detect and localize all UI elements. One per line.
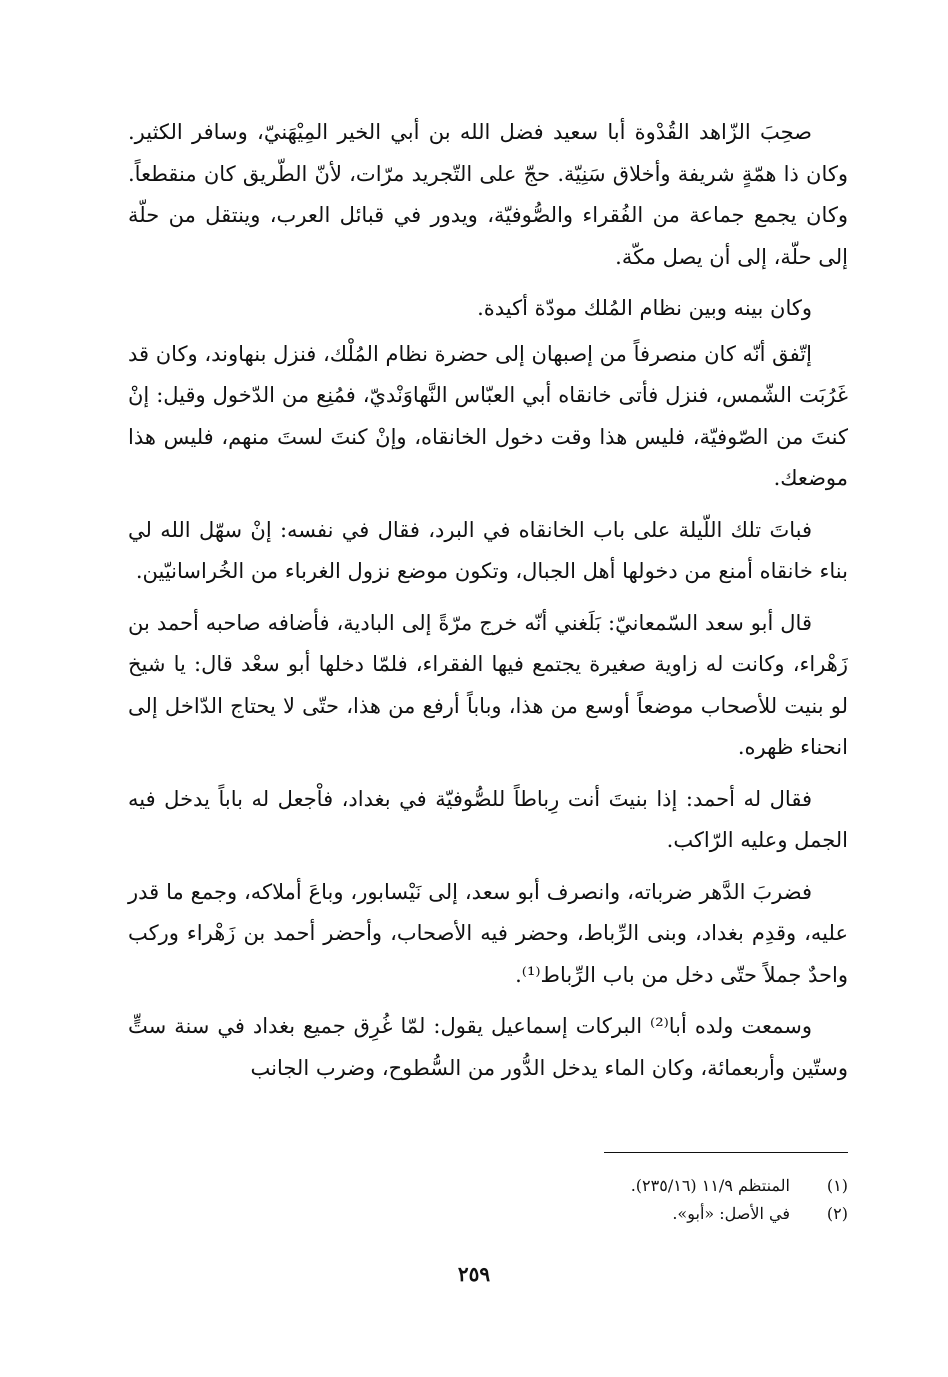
paragraph-2: وكان بينه وبين نظام المُلك مودّة أكيدة.: [477, 296, 812, 320]
footnote-1: [348, 1172, 848, 1200]
paragraph-5: قال أبو سعد السّمعانيّ: بَلَغني أنّه خرج مرّةً إلى البادية، فأضافه صاحبه أحمد بن زَهْراء، وكانت له زاوية صغيرة يجتمع فيها الفقراء، فلمّا دخلها أبو سعْد قال: يا شيخ لو بنيت للأصحاب موضعاً أوسع من هذا، وباباً أرفع من هذا، حتّى لا يحتاج الدّاخل إلى انحناء ظهره.: [128, 610, 848, 759]
paragraph-4: فباتَ تلك اللّيلة على باب الخانقاه في البرد، فقال في نفسه: إنْ سهّل الله لي بناء خانقاه أمنع من دخولها أهل الجبال، وتكون موضع نزول الغرباء من الخُراسانيّين.: [128, 517, 848, 583]
paragraph-6: فقال له أحمد: إذا بنيتَ أنت رِباطاً للصُّوفيّة في بغداد، فاْجعل له باباً يدخل فيه الجمل وعليه الرّاكب.: [128, 786, 848, 852]
footnote-number: (٢): [826, 1204, 848, 1223]
footnote-text: المنتظم ١١/٩ (٢٣٥/١٦).: [630, 1176, 790, 1195]
paragraph-8: وسمعت ولده أبا⁽²⁾ البركات إسماعيل يقول: لمّا غُرِق جميع بغداد في سنة ستٍّ وستّين وأربعمائة، وكان الماء يدخل الدُّور من السُّطوح، وضرب الجانب: [128, 1014, 848, 1080]
footnote-2: [348, 1200, 848, 1228]
paragraph-1: صحِبَ الزّاهد القُدْوة أبا سعيد فضل الله بن أبي الخير المِيْهَنيّ، وسافر الكثير. وكان ذا همّةٍ شريفة وأخلاق سَنِيّة. حجّ على التّجريد مرّات، لأنّ الطّريق كان منقطعاً. وكان يجمع جماعة من الفُقراء والصُّوفيّة، ويدور في قبائل العرب، وينتقل من حلّة إلى حلّة، إلى أن يصل مكّة.: [128, 120, 848, 269]
page-number: ٢٥٩: [457, 1262, 491, 1286]
footnote-number: (١): [826, 1176, 848, 1195]
paragraph-3: إتّفق أنّه كان منصرفاً من إصبهان إلى حضرة نظام المُلْك، فنزل بنهاوند، وكان قد غَرُبَت الشّمس، فنزل فأتى خانقاه أبي العبّاس النَّهاوَنْديّ، فمُنِع من الدّخول وقيل: إنْ كنتَ من الصّوفيّة، فليس هذا وقت دخول الخانقاه، وإنْ كنتَ لستَ منهم، فليس هذا موضعك.: [128, 341, 848, 490]
footnotes: [348, 1172, 848, 1228]
paragraph-7: فضربَ الدَّهر ضرباته، وانصرف أبو سعد، إلى نَيْسابور، وباعَ أملاكه، وجمع ما قدر عليه، وقدِم بغداد، وبنى الرِّباط، وحضر فيه الأصحاب، وأحضر أحمد بن زَهْراء وركب واحدٌ جملاً حتّى دخل من باب الرِّباط⁽¹⁾.: [128, 879, 848, 987]
body-text: [128, 112, 848, 1099]
footnote-divider: [604, 1152, 848, 1153]
footnote-text: في الأصل: «أبو».: [672, 1204, 790, 1223]
